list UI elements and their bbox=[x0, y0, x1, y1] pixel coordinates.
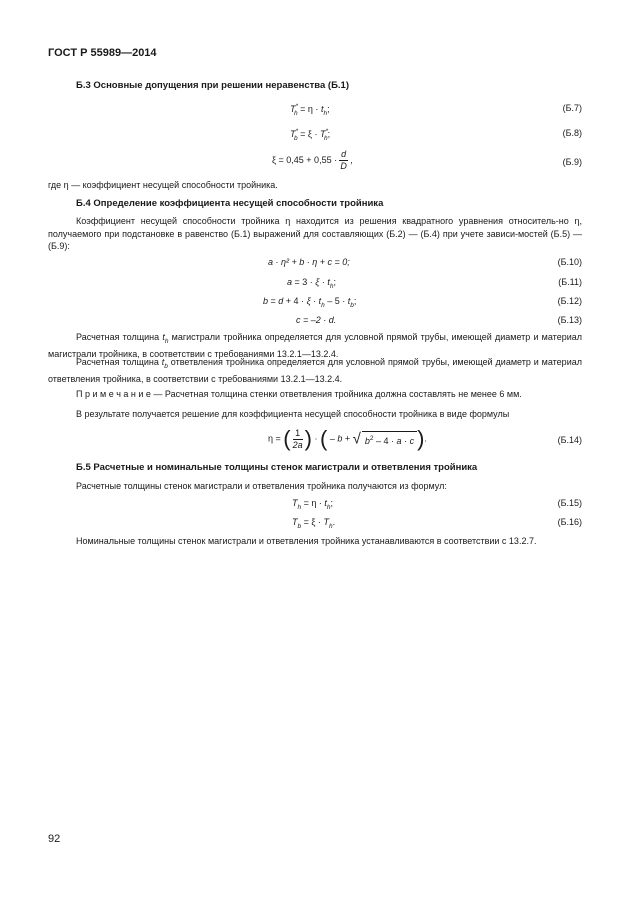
equation-number-b9: (Б.9) bbox=[562, 157, 582, 167]
equation-b15: $T_h = \eta \cdot t_h$; bbox=[292, 498, 334, 511]
equation-number-b10: (Б.10) bbox=[557, 257, 582, 267]
equation-b8: $T^*_b = \xi \cdot T^*_h$; bbox=[290, 128, 331, 142]
paragraph-b5-nominal: Номинальные толщины стенок магистрали и ответвления тройника устанавливаются в соответствии с 13.2.7. bbox=[76, 536, 537, 546]
paragraph-b5-intro: Расчетные толщины стенок магистрали и ответвления тройника получаются из формул: bbox=[76, 481, 447, 491]
document-header: ГОСТ Р 55989—2014 bbox=[48, 47, 157, 59]
equation-b7: $T^*_h = \eta \cdot t_h$; bbox=[290, 103, 330, 117]
paragraph-b4-branch-thickness: Расчетная толщина $t_b$ ответвления тройника определяется для условной прямой трубы, имеющей диаметр и материал ответвления тройника, в соответствии с требованиями 13.2.1—13.2.4. bbox=[48, 357, 582, 385]
equation-number-b13: (Б.13) bbox=[557, 315, 582, 325]
equation-number-b12: (Б.12) bbox=[557, 296, 582, 306]
section-heading-b4: Б.4 Определение коэффициента несущей способности тройника bbox=[76, 198, 384, 209]
note-label: П р и м е ч а н и е bbox=[76, 389, 151, 399]
equation-b9 bbox=[272, 149, 353, 172]
equation-b9-lhs: ξ = 0,45 + 0,55 · bbox=[272, 154, 338, 165]
equation-number-b14: (Б.14) bbox=[557, 435, 582, 445]
equation-number-b7: (Б.7) bbox=[562, 103, 582, 113]
paragraph-b4-main-thickness: Расчетная толщина $t_h$ магистрали тройника определяется для условной прямой трубы, имеющей диаметр и материал магистрали тройника, в соответствии с требованиями 13.2.1—13.2.4. bbox=[48, 332, 582, 360]
paragraph-note bbox=[48, 388, 582, 401]
equation-number-b11: (Б.11) bbox=[558, 277, 582, 287]
page-number: 92 bbox=[48, 833, 61, 845]
paragraph-where: где η — коэффициент несущей способности тройника. bbox=[48, 180, 278, 190]
paragraph-result: В результате получается решение для коэффициента несущей способности тройника в виде формулы bbox=[76, 409, 510, 419]
equation-b9-numerator: d bbox=[341, 149, 347, 159]
equation-b9-denominator: D bbox=[340, 161, 347, 171]
equation-number-b8: (Б.8) bbox=[562, 128, 582, 138]
equation-b9-tail: , bbox=[350, 154, 353, 165]
equation-b10: a · η² + b · η + c = 0; bbox=[268, 257, 350, 267]
section-heading-b5: Б.5 Расчетные и номинальные толщины стенок магистрали и ответвления тройника bbox=[76, 462, 478, 473]
note-body: — Расчетная толщина стенки ответвления тройника должна составлять не менее 6 мм. bbox=[150, 389, 522, 399]
equation-number-b15: (Б.15) bbox=[557, 498, 582, 508]
paragraph-b4-intro: Коэффициент несущей способности тройника η находится из решения квадратного уравнения относитель-но η, получаемого при подстановке в равенство (Б.1) выражений для составляющих (Б.2) — (Б.4) при учете зависи-мостей (Б.5) — (Б.9): bbox=[48, 216, 582, 251]
equation-b11: $a = 3 \cdot \xi \cdot t_h$; bbox=[287, 277, 336, 290]
equation-b13: c = –2 · d. bbox=[296, 315, 337, 325]
equation-number-b16: (Б.16) bbox=[557, 517, 582, 527]
equation-b16: $T_b = \xi \cdot T_h$. bbox=[292, 517, 336, 530]
equation-b14: η = ( $\frac{1}{2a}$ ) · ( – b + √ $b^2 - 4 \cdot a \cdot c$ ). bbox=[268, 426, 427, 451]
section-heading-b3: Б.3 Основные допущения при решении неравенства (Б.1) bbox=[76, 80, 349, 91]
equation-b12: $b = d + 4 \cdot \xi \cdot t_h - 5 \cdot t_b$; bbox=[263, 296, 357, 309]
